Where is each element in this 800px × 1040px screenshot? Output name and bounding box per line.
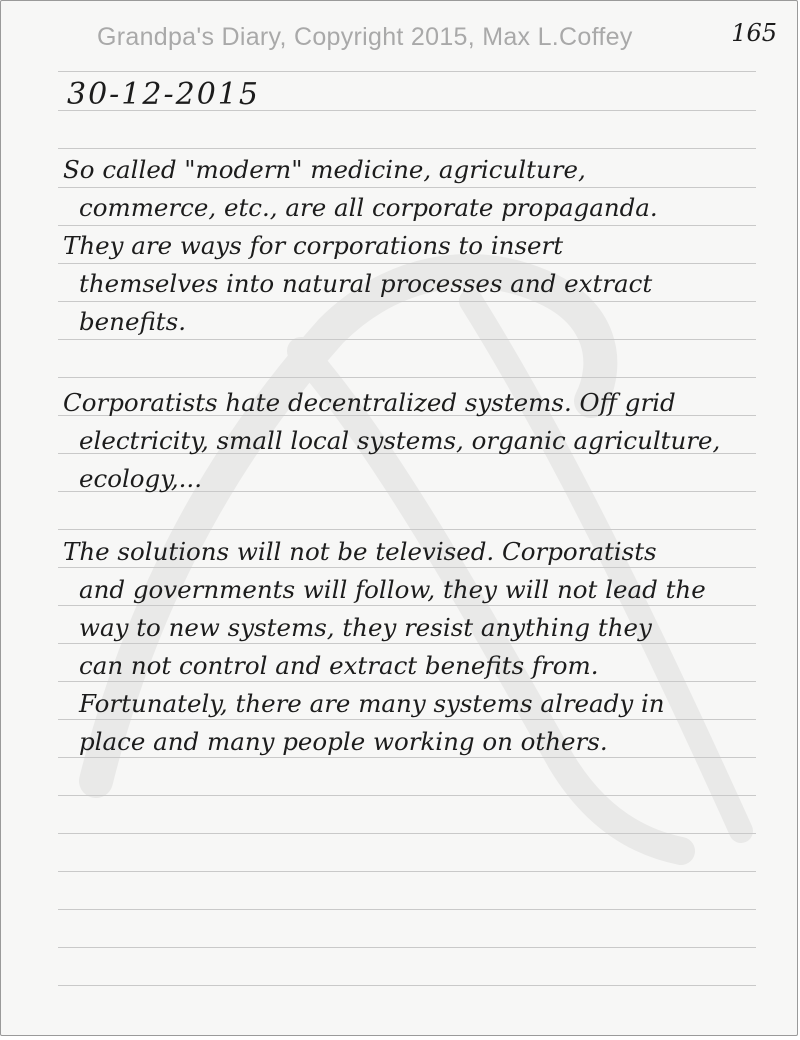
rule-line [58,529,756,530]
rule-line [58,377,756,378]
paragraph-2 [63,384,763,498]
rule-line [58,909,756,910]
rule-line [58,148,756,149]
text-line: way to new systems, they resist anything they [79,613,652,642]
rule-line [58,833,756,834]
text-line: The solutions will not be televised. Corporatists [63,537,657,566]
text-line: Fortunately, there are many systems already in [79,689,665,718]
rule-line [58,795,756,796]
text-line: electricity, small local systems, organic agriculture, [79,426,721,455]
text-line: Corporatists hate decentralized systems. Off grid [63,388,676,417]
rule-line [58,947,756,948]
text-line: benefits. [79,307,187,336]
text-line: and governments will follow, they will not lead the [79,575,706,604]
text-line: can not control and extract benefits from. [79,651,599,680]
text-line: themselves into natural processes and extract [79,269,653,298]
entry-date: 30-12-2015 [67,77,260,112]
text-line: commerce, etc., are all corporate propaganda. [79,193,658,222]
text-line: They are ways for corporations to insert [63,231,564,260]
rule-line [58,71,756,72]
diary-header-title: Grandpa's Diary, Copyright 2015, Max L.Coffey [97,23,633,51]
text-line: So called "modern" medicine, agriculture, [63,155,586,184]
paragraph-3 [63,533,763,761]
text-line: ecology,... [79,464,202,493]
text-line: place and many people working on others. [79,727,608,756]
paragraph-1 [63,151,763,341]
rule-line [58,871,756,872]
rule-line [58,985,756,986]
page-number: 165 [731,19,777,47]
